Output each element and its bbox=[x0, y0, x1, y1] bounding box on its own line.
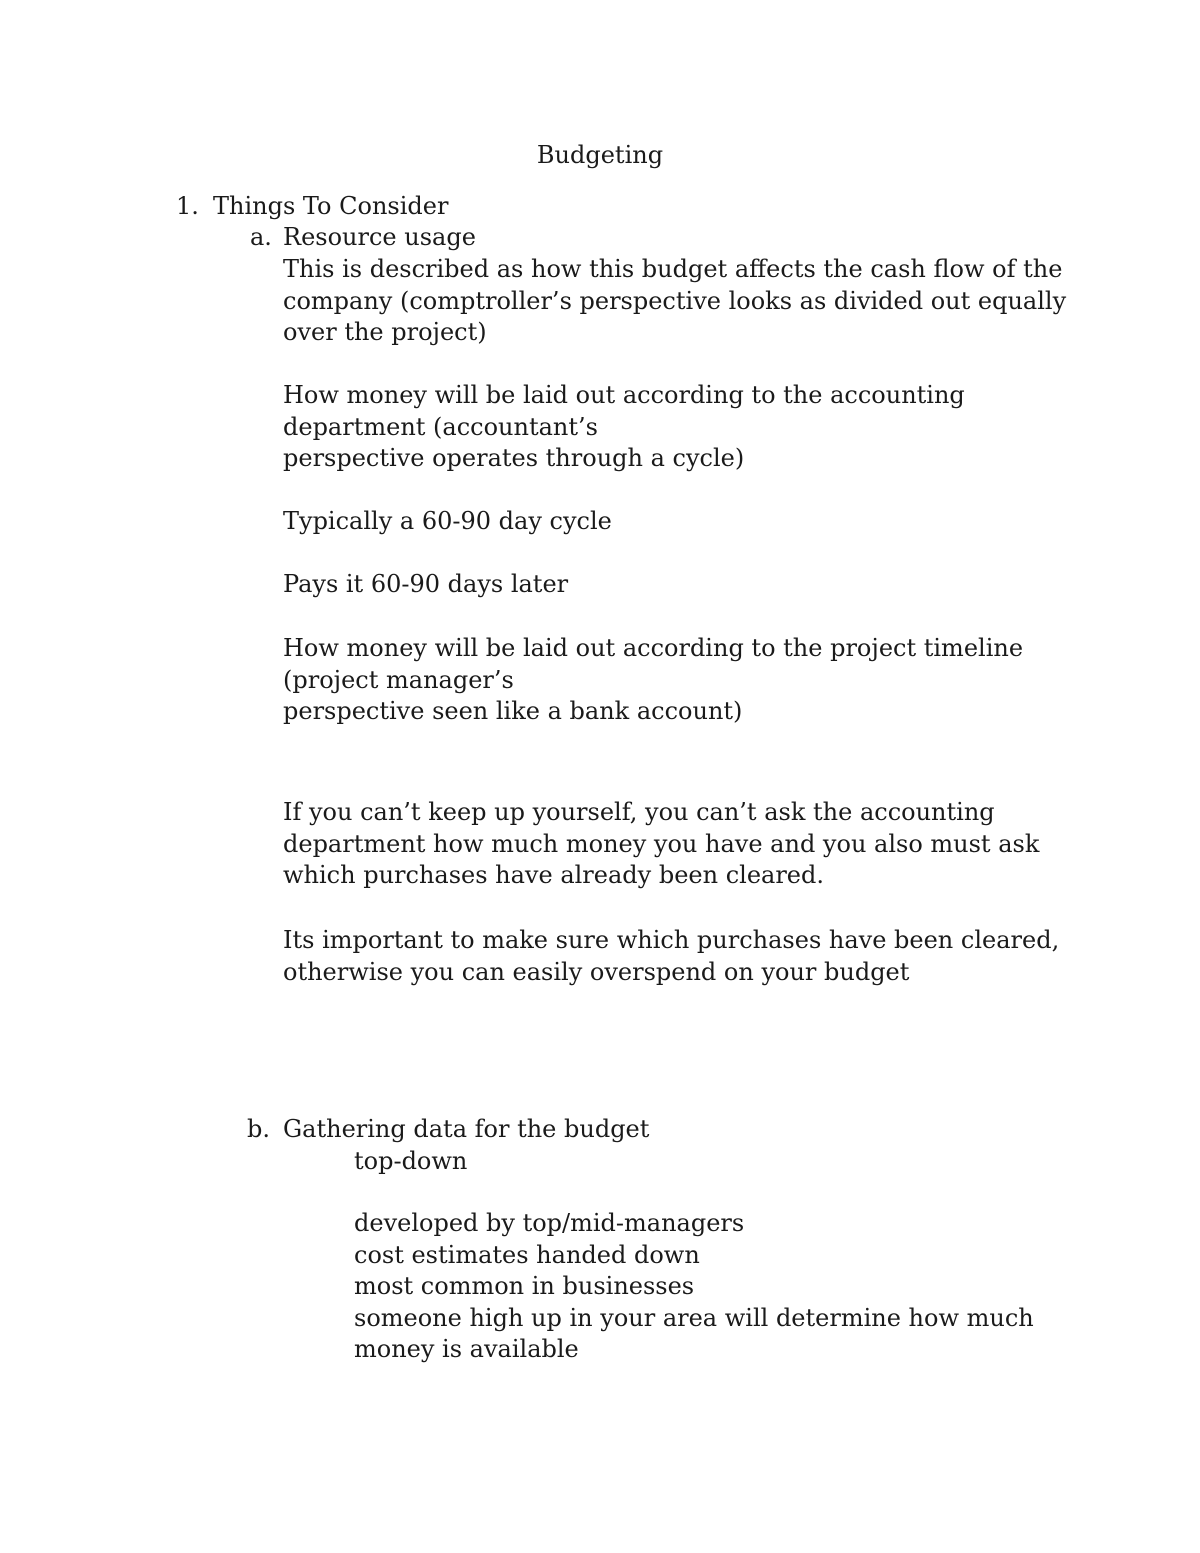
text-line: company (comptroller’s perspective looks as divided out equally bbox=[283, 286, 1067, 315]
text-line: This is described as how this budget affects the cash flow of the bbox=[283, 255, 1063, 283]
text-line: (project manager’s bbox=[283, 665, 514, 694]
text-line: most common in businesses bbox=[354, 1272, 695, 1301]
item-heading-gathering-data: Gathering data for the budget bbox=[283, 1115, 650, 1143]
paragraph-keep-up bbox=[283, 797, 1083, 892]
section-heading-things-to-consider: Things To Consider bbox=[213, 192, 449, 220]
paragraph-accounting-department bbox=[283, 380, 1083, 475]
list-marker-1: 1. bbox=[176, 192, 199, 220]
page-title: Budgeting bbox=[536, 141, 664, 169]
paragraph-cash-flow bbox=[283, 254, 1083, 349]
text-line: If you can’t keep up yourself, you can’t ask the accounting bbox=[283, 798, 995, 826]
text-line: department (accountant’s bbox=[283, 412, 598, 441]
text-line: perspective operates through a cycle) bbox=[283, 444, 745, 473]
list-marker-b: b. bbox=[247, 1115, 270, 1143]
text-line: department how much money you have and you also must ask bbox=[283, 829, 1040, 858]
top-down-points bbox=[354, 1208, 1094, 1366]
text-line: cost estimates handed down bbox=[354, 1240, 700, 1269]
paragraph-overspend bbox=[283, 925, 1083, 988]
text-line: someone high up in your area will determine how much bbox=[354, 1303, 1034, 1332]
text-line: money is available bbox=[354, 1335, 579, 1364]
text-line: over the project) bbox=[283, 318, 487, 347]
text-line: perspective seen like a bank account) bbox=[283, 697, 743, 726]
text-line: How money will be laid out according to the accounting bbox=[283, 381, 965, 409]
text-line: which purchases have already been cleared. bbox=[283, 861, 824, 890]
paragraph-project-timeline bbox=[283, 633, 1083, 728]
text-line: top-down bbox=[354, 1147, 468, 1175]
paragraph-cycle bbox=[283, 506, 1083, 538]
text-line: otherwise you can easily overspend on your budget bbox=[283, 957, 910, 986]
text-line: developed by top/mid-managers bbox=[354, 1209, 745, 1237]
paragraph-pays-later bbox=[283, 569, 1083, 601]
text-line: Typically a 60-90 day cycle bbox=[283, 507, 612, 535]
list-marker-a: a. bbox=[250, 223, 272, 251]
item-heading-resource-usage: Resource usage bbox=[283, 223, 476, 251]
text-line: Its important to make sure which purchases have been cleared, bbox=[283, 926, 1060, 954]
sub-heading-top-down bbox=[354, 1146, 1094, 1178]
text-line: Pays it 60-90 days later bbox=[283, 570, 569, 598]
text-line: How money will be laid out according to the project timeline bbox=[283, 634, 1024, 662]
